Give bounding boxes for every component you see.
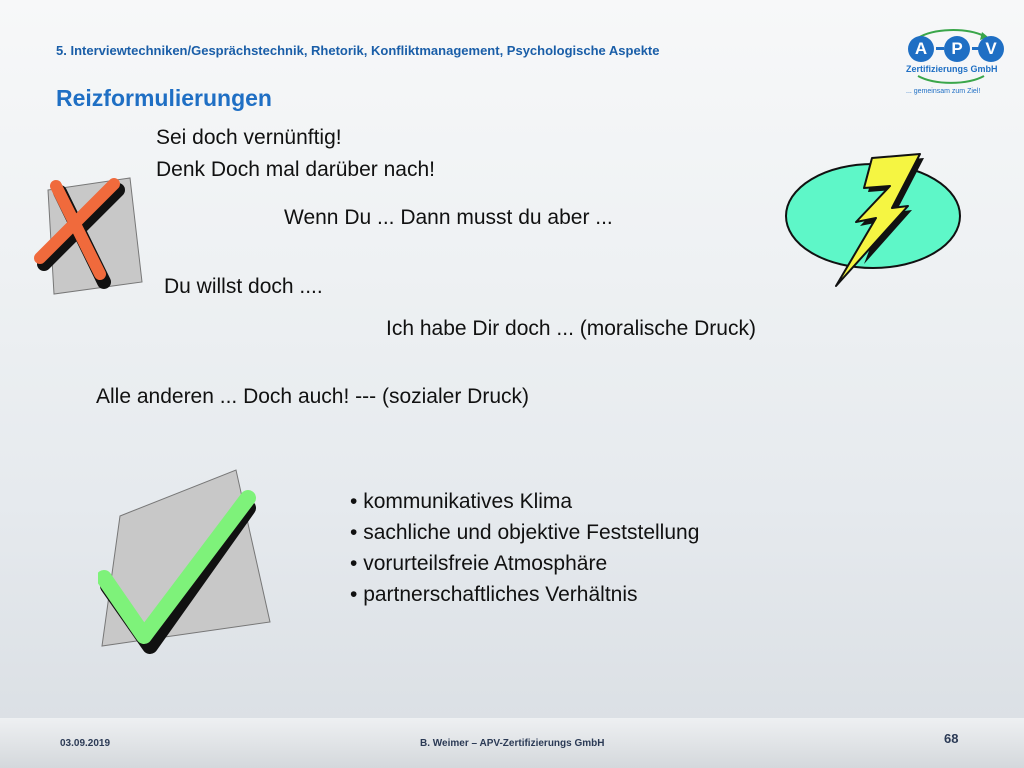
apv-logo	[896, 18, 1006, 102]
bullet-item: • kommunikatives Klima	[350, 490, 573, 513]
phrase-1: Sei doch vernünftig!	[156, 126, 342, 149]
bullet-item: • partnerschaftliches Verhältnis	[350, 583, 638, 606]
phrase-5: Ich habe Dir doch ... (moralische Druck)	[386, 317, 756, 340]
checkmark-icon	[98, 468, 278, 658]
footer-author: B. Weimer – APV-Zertifizierungs GmbH	[420, 738, 605, 749]
logo-tagline: ... gemeinsam zum Ziel!	[906, 88, 981, 95]
footer-date: 03.09.2019	[60, 738, 111, 749]
bullet-item: • sachliche und objektive Feststellung	[350, 521, 700, 544]
logo-letter-p: P	[944, 36, 970, 62]
logo-subtitle: Zertifizierungs GmbH	[906, 64, 998, 74]
logo-letter-v: V	[978, 36, 1004, 62]
phrase-6: Alle anderen ... Doch auch! --- (sozialer Druck)	[96, 385, 529, 408]
phrase-2: Denk Doch mal darüber nach!	[156, 158, 435, 181]
lightning-bubble-icon	[780, 150, 970, 290]
bullet-item: • vorurteilsfreie Atmosphäre	[350, 552, 608, 575]
cross-icon	[30, 170, 150, 300]
breadcrumb: 5. Interviewtechniken/Gesprächstechnik, Rhetorik, Konfliktmanagement, Psychologische Aspekte	[56, 43, 660, 58]
phrase-3: Wenn Du ... Dann musst du aber ...	[284, 206, 613, 229]
page-title: Reizformulierungen	[56, 85, 272, 111]
logo-letter-a: A	[908, 36, 934, 62]
page-number: 68	[944, 731, 959, 746]
phrase-4: Du willst doch ....	[164, 275, 323, 298]
positive-bullets	[350, 486, 699, 610]
